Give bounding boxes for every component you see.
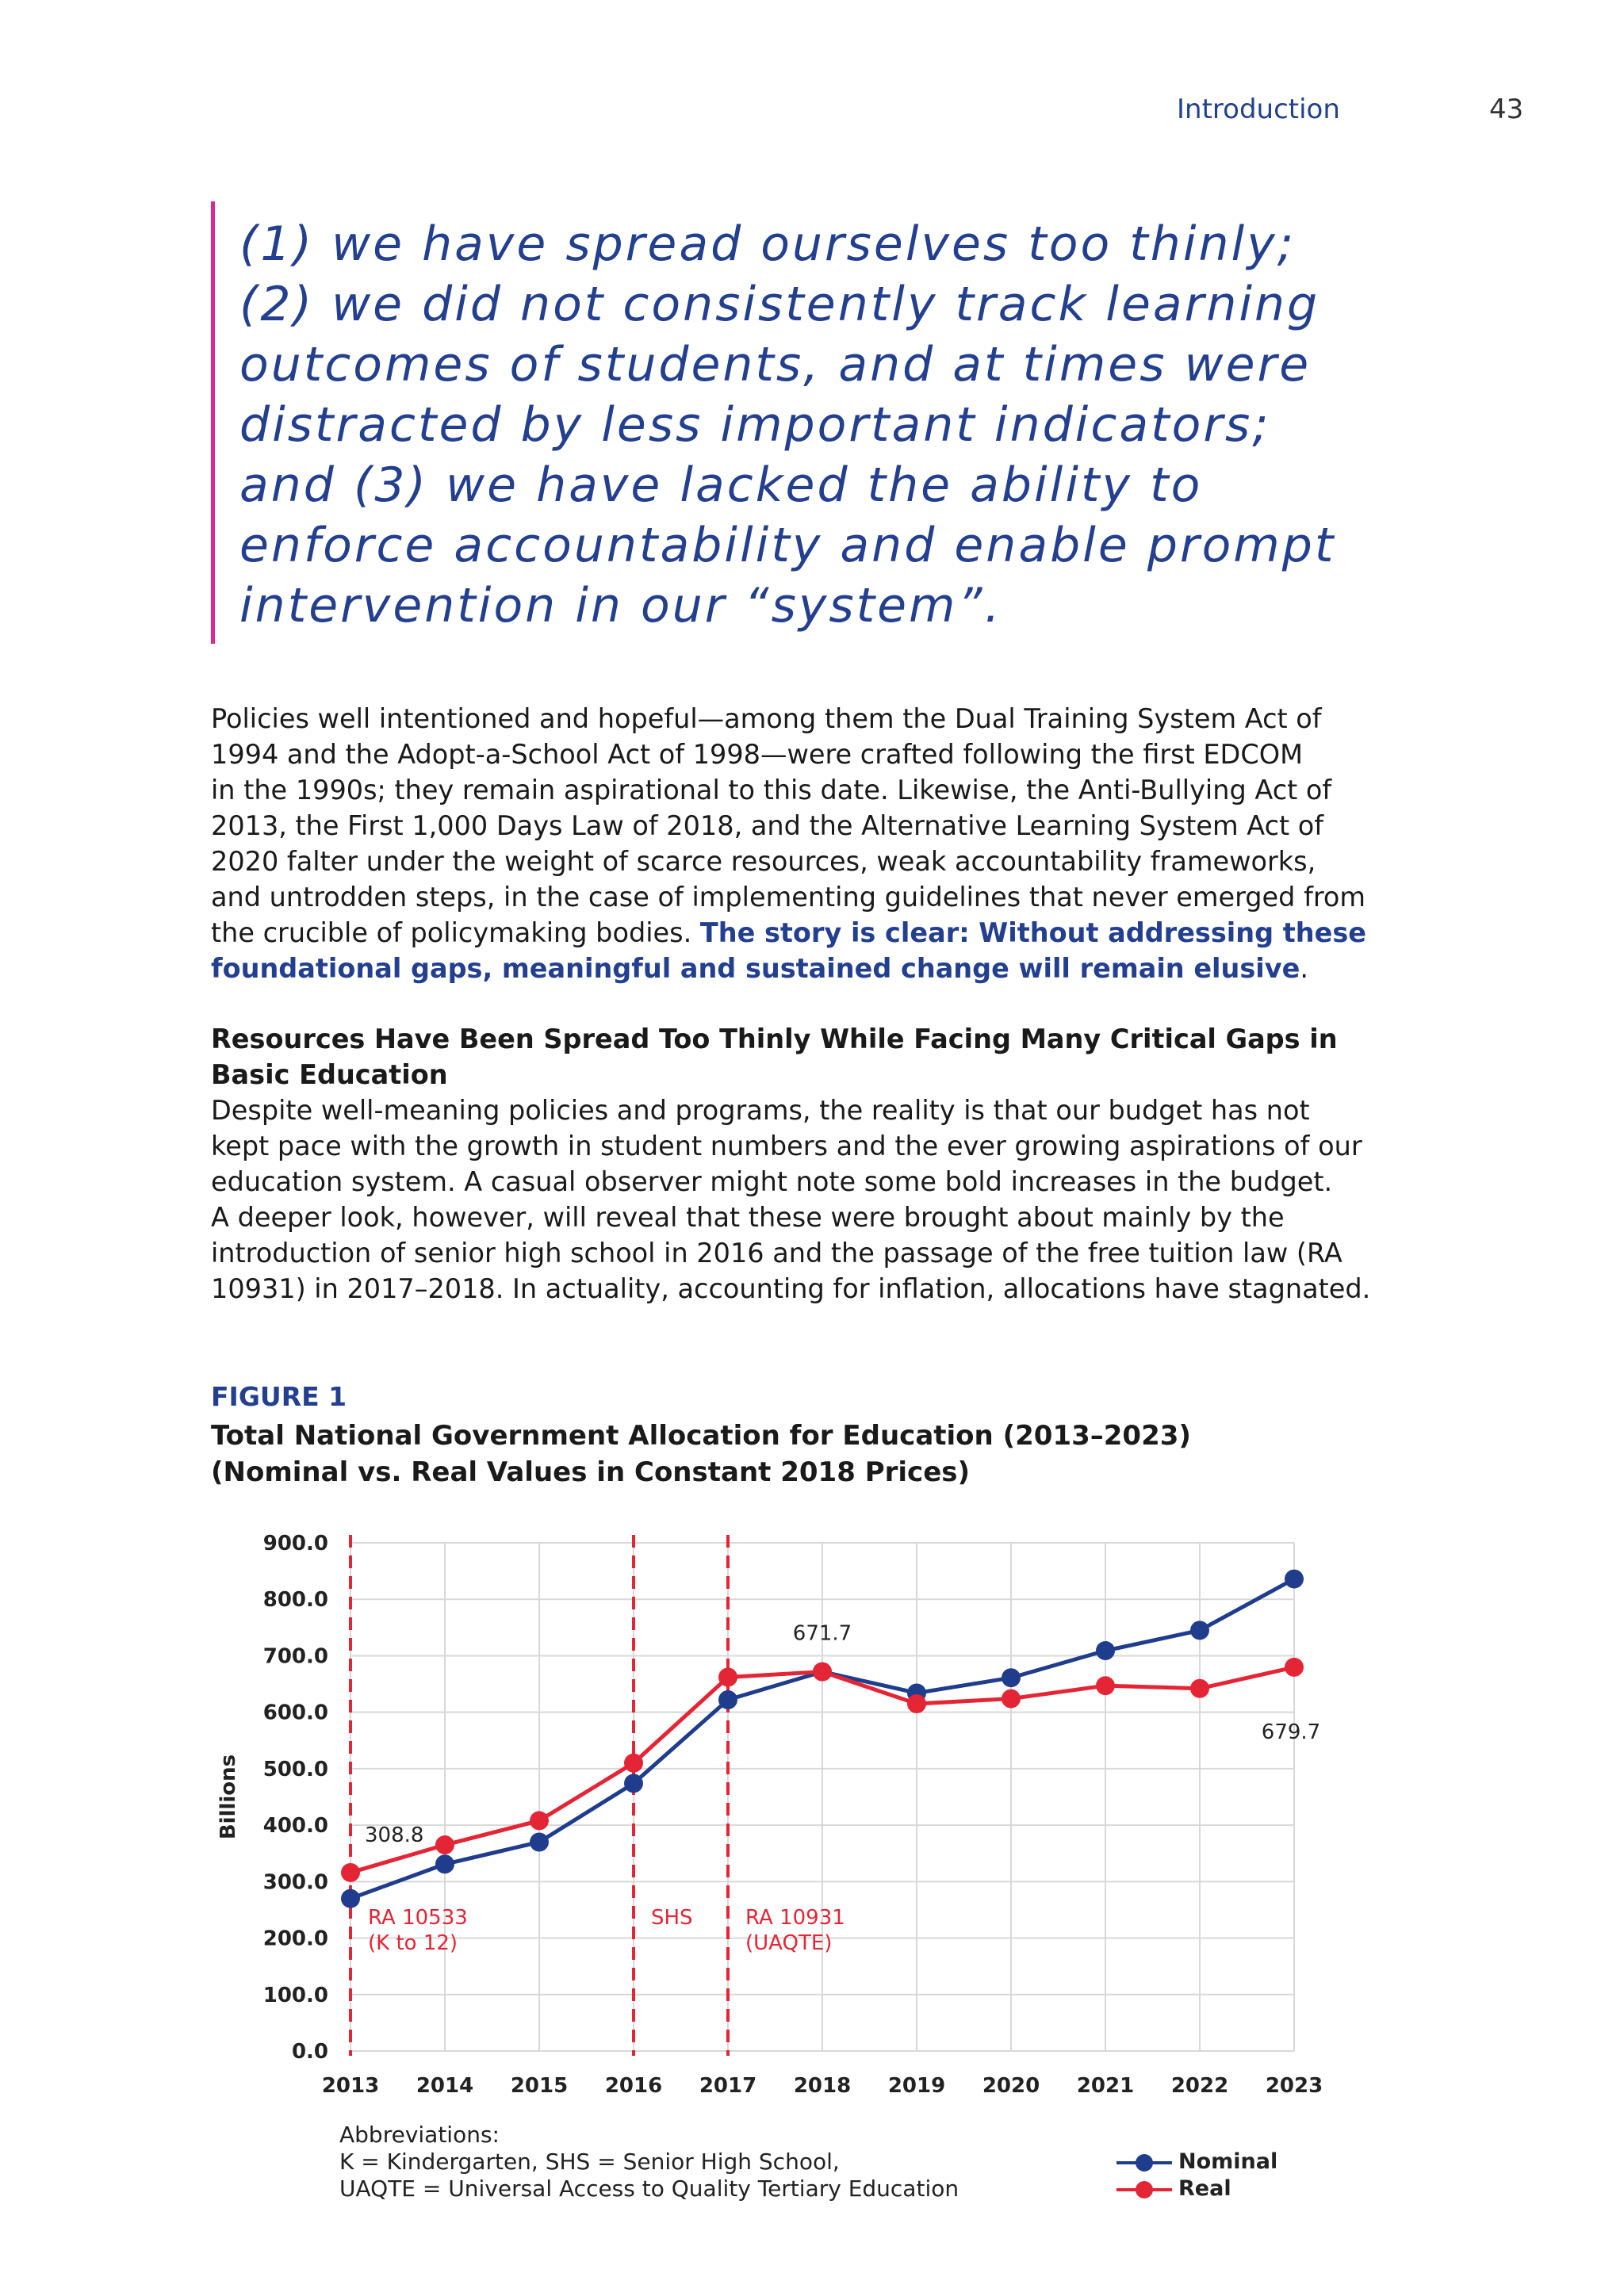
section-heading: Basic Education bbox=[211, 1059, 448, 1090]
section-heading: Resources Have Been Spread Too Thinly While Facing Many Critical Gaps in bbox=[211, 1024, 1338, 1054]
section-resources bbox=[211, 1021, 1416, 1307]
figure-title-line: (Nominal vs. Real Values in Constant 2018 Prices) bbox=[211, 1456, 971, 1488]
y-tick-label: 300.0 bbox=[262, 1870, 328, 1895]
data-label: 308.8 bbox=[365, 1823, 424, 1848]
paragraph-line: A deeper look, however, will reveal that these were brought about mainly by the bbox=[211, 1202, 1285, 1233]
data-point-real bbox=[435, 1835, 454, 1854]
y-tick-label: 700.0 bbox=[262, 1644, 328, 1669]
figure-label: FIGURE 1 bbox=[211, 1381, 347, 1412]
legend-label: Nominal bbox=[1178, 2149, 1278, 2174]
figure-title-line: Total National Government Allocation for Education (2013–2023) bbox=[211, 1420, 1191, 1452]
data-point-nominal bbox=[624, 1774, 643, 1793]
y-tick-label: 200.0 bbox=[262, 1927, 328, 1951]
quote-line: distracted by less important indicators; bbox=[239, 397, 1271, 453]
legend-label: Real bbox=[1178, 2176, 1231, 2201]
y-tick-label: 900.0 bbox=[262, 1532, 328, 1556]
header-section-title: Introduction bbox=[1177, 94, 1340, 125]
x-tick-label: 2019 bbox=[887, 2074, 946, 2098]
quote-line: (2) we did not consistently track learning bbox=[239, 277, 1320, 332]
y-tick-label: 500.0 bbox=[262, 1757, 328, 1781]
abbreviations-line: Abbreviations: bbox=[339, 2122, 500, 2148]
data-point-real bbox=[1285, 1658, 1304, 1677]
x-tick-label: 2023 bbox=[1265, 2074, 1323, 2098]
data-point-nominal bbox=[530, 1832, 549, 1851]
data-point-real bbox=[341, 1863, 360, 1882]
page-number: 43 bbox=[1489, 94, 1524, 125]
x-tick-label: 2020 bbox=[982, 2074, 1040, 2098]
quote-accent-bar bbox=[211, 201, 215, 644]
paragraph-line: Policies well intentioned and hopeful—among them the Dual Training System Act of bbox=[211, 703, 1322, 734]
legend-item-real bbox=[1116, 2175, 1277, 2202]
paragraph-line: in the 1990s; they remain aspirational to this date. Likewise, the Anti-Bullying Act of bbox=[211, 775, 1332, 806]
abbreviations-line: K = Kindergarten, SHS = Senior High School, bbox=[339, 2149, 840, 2175]
x-tick-label: 2014 bbox=[416, 2074, 474, 2098]
legend-item-nominal bbox=[1116, 2149, 1277, 2175]
policy-annotation-label: (UAQTE) bbox=[745, 1931, 833, 1955]
data-point-nominal bbox=[1002, 1668, 1021, 1687]
quote-line: enforce accountability and enable prompt bbox=[239, 518, 1336, 573]
x-tick-label: 2016 bbox=[604, 2074, 663, 2098]
data-point-real bbox=[624, 1754, 643, 1773]
paragraph-line: introduction of senior high school in 2016 and the passage of the free tuition law (RA bbox=[211, 1238, 1342, 1269]
paragraph-line bbox=[211, 915, 1416, 951]
policy-annotation-label: (K to 12) bbox=[368, 1931, 458, 1955]
policy-annotation-label: RA 10533 bbox=[368, 1906, 468, 1930]
body-paragraph-policies bbox=[211, 701, 1416, 986]
data-point-nominal bbox=[341, 1889, 360, 1908]
policy-annotation-label: SHS bbox=[651, 1906, 693, 1930]
allocation-line-chart bbox=[206, 1506, 1364, 2109]
paragraph-text: . bbox=[1300, 953, 1309, 984]
data-label: 671.7 bbox=[792, 1621, 852, 1646]
quote-line: (1) we have spread ourselves too thinly; bbox=[239, 216, 1296, 272]
y-tick-label: 0.0 bbox=[291, 2040, 328, 2064]
legend-swatch-nominal bbox=[1116, 2161, 1172, 2164]
y-tick-label: 600.0 bbox=[262, 1701, 328, 1725]
paragraph-line: Despite well-meaning policies and programs, the reality is that our budget has not bbox=[211, 1095, 1310, 1126]
paragraph-line bbox=[211, 951, 1416, 986]
x-tick-label: 2018 bbox=[793, 2074, 852, 2098]
x-tick-label: 2022 bbox=[1170, 2074, 1229, 2098]
paragraph-line: 10931) in 2017–2018. In actuality, accounting for inflation, allocations have stagnated. bbox=[211, 1273, 1371, 1304]
x-tick-label: 2021 bbox=[1076, 2074, 1135, 2098]
paragraph-line: 2013, the First 1,000 Days Law of 2018, and the Alternative Learning System Act of bbox=[211, 810, 1324, 841]
data-point-nominal bbox=[1096, 1641, 1115, 1660]
paragraph-line: 2020 falter under the weight of scarce resources, weak accountability frameworks, bbox=[211, 846, 1316, 877]
x-tick-label: 2015 bbox=[510, 2074, 569, 2098]
data-point-real bbox=[530, 1811, 549, 1830]
chart-legend bbox=[1116, 2149, 1277, 2202]
paragraph-line: 1994 and the Adopt-a-School Act of 1998—were crafted following the first EDCOM bbox=[211, 739, 1303, 770]
highlighted-statement: foundational gaps, meaningful and sustained change will remain elusive bbox=[211, 953, 1300, 984]
y-tick-label: 100.0 bbox=[262, 1983, 328, 2007]
quote-line: outcomes of students, and at times were bbox=[239, 337, 1312, 392]
abbreviations-line: UAQTE = Universal Access to Quality Tertiary Education bbox=[339, 2175, 959, 2202]
data-point-real bbox=[1190, 1679, 1209, 1698]
data-point-nominal bbox=[1285, 1570, 1304, 1589]
y-tick-label: 800.0 bbox=[262, 1588, 328, 1613]
paragraph-line: kept pace with the growth in student numbers and the ever growing aspirations of our bbox=[211, 1131, 1362, 1161]
data-point-nominal bbox=[1190, 1621, 1209, 1640]
quote-line: and (3) we have lacked the ability to bbox=[239, 457, 1203, 513]
figure-title bbox=[211, 1418, 1191, 1490]
data-point-real bbox=[718, 1668, 737, 1687]
y-axis-label: Billions bbox=[216, 1754, 240, 1840]
paragraph-text: the crucible of policymaking bodies. bbox=[211, 917, 700, 948]
highlighted-statement: The story is clear: Without addressing these bbox=[699, 917, 1367, 948]
paragraph-line: education system. A casual observer might note some bold increases in the budget. bbox=[211, 1166, 1333, 1197]
paragraph-line: and untrodden steps, in the case of implementing guidelines that never emerged from bbox=[211, 882, 1366, 913]
pull-quote bbox=[239, 214, 1429, 636]
x-tick-label: 2017 bbox=[699, 2074, 757, 2098]
quote-line: intervention in our “system”. bbox=[239, 578, 1002, 633]
data-label: 679.7 bbox=[1261, 1720, 1321, 1744]
data-point-nominal bbox=[718, 1690, 737, 1709]
y-tick-label: 400.0 bbox=[262, 1814, 328, 1839]
data-point-real bbox=[813, 1663, 832, 1682]
data-point-real bbox=[907, 1694, 926, 1713]
data-point-real bbox=[1096, 1676, 1115, 1695]
abbreviations-note bbox=[339, 2122, 959, 2202]
legend-swatch-real bbox=[1116, 2188, 1172, 2191]
data-point-nominal bbox=[435, 1854, 454, 1873]
data-point-real bbox=[1002, 1689, 1021, 1709]
policy-annotation-label: RA 10931 bbox=[745, 1906, 845, 1930]
x-tick-label: 2013 bbox=[321, 2074, 380, 2098]
